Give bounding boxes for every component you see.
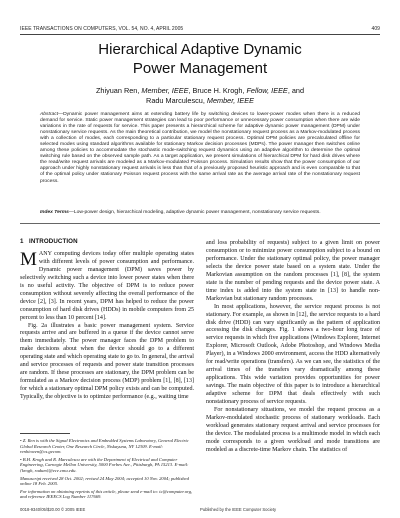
publisher-line: Published by the IEEE Computer Society	[200, 507, 277, 512]
intro-paragraph-1	[20, 248, 194, 323]
footnote-affiliation-1: • Z. Ren is with the Signal Electronics and Embedded Systems Laboratory, General Electric Global Research Center, One Research Circle, Niskayuna, NY 12309. E-mail: renhiowen@cs.gecom.	[20, 438, 189, 455]
authors-line-1	[20, 86, 380, 96]
issn-line: 0018-9340/05/$20.00 © 2005 IEEE	[20, 507, 86, 512]
col2-paragraph-2: In most applications, however, the service request process is not stationary. For example, as shown in [12], the service requests to a hard disk drive (HDD) can vary significantly as the pattern of application accessing the disk changes. Fig. 1 shows a two-hour long trace of service requests in which five applications (Windows Explorer, Internet Explorer, Microsoft Outlook, Adobe Photoshop, and Windows Media Player), in a Windows 2000 environment, access the HDD alternatively for read/write operations (transfers). As we can see, the statistics of the arrival times of the transfers vary dramatically among these applications. This wide variation provides opportunities for power savings. The main objective of this paper is to introduce a hierarchical adaptive scheme for DPM that deals effectively with such nonstationary process of service requests.	[206, 303, 380, 406]
header-rule	[20, 34, 380, 35]
keywords-rule	[20, 223, 380, 224]
author-1-affiliation: Member, IEEE	[141, 86, 189, 95]
footnote-affiliation-2: • B.H. Krogh and R. Marculescu are with the Department of Electrical and Computer Engineering, Carnegie Mellon University, 5000 Forbes Ave., Pittsburgh, PA 15213. E-mail: {krogh, radum}@ece.cmu.edu.	[20, 456, 189, 473]
journal-header: IEEE TRANSACTIONS ON COMPUTERS, VOL. 54, NO. 4, APRIL 2005	[20, 26, 184, 32]
drop-cap: M	[20, 248, 37, 270]
author-list	[20, 86, 380, 106]
abstract	[40, 112, 360, 185]
right-column	[206, 240, 380, 455]
footnote-reprints: For information on obtaining reprints of this article, please send e-mail to: tc@computer.org, and reference IEEECS Log Number 117669.	[20, 488, 193, 500]
section-heading	[20, 238, 194, 246]
paper-title	[20, 40, 380, 78]
author-3-affiliation: Member, IEEE	[206, 96, 254, 105]
running-header	[20, 26, 380, 32]
intro-paragraph-1-text: ANY computing devices today offer multiple operating states with different levels of power consumption and performance. Dynamic power management (DPM) saves power by selectively switching such a device into lower power states when there is no useful activity. The objective of DPM is to reduce power consumption without severely affecting the overall performance of the device [2], [3]. In recent years, DPM has helped to reduce the power consumption of hard disk drives (HDDs) in mobile computers from 25 percent to less than 10 percent [14].	[20, 250, 194, 321]
title-line-1: Hierarchical Adaptive Dynamic	[98, 41, 302, 58]
footnote-manuscript: Manuscript received 28 Oct. 2002; revised 24 May 2004; accepted 10 Nov. 2004; published online 18 Feb. 2005.	[20, 475, 189, 487]
author-3-name: Radu Marculescu,	[146, 96, 207, 105]
authors-line-2	[20, 96, 380, 106]
index-terms-text: —Low-power design, hierarchical modeling, adaptive dynamic power management, nonstationary service requests.	[68, 210, 321, 215]
author-2-affiliation: Fellow, IEEE	[246, 86, 288, 95]
footnotes	[20, 433, 194, 502]
footnote-rule	[20, 433, 70, 434]
abstract-label: Abstract	[40, 112, 59, 117]
intro-paragraph-2: Fig. 2a illustrates a basic power management system. Service requests arrive and are buffered in a queue if the device cannot serve them immediately. The power manager faces the DPM problem to make decisions about when the device should go to a different operating state and which operating state to go to. In general, the arrival and service processes of requests and power state transition processes are random. If these processes are stationary, the DPM problem can be formulated as a Markov decision process (MDP) problem [1], [8], [13] for which a stationary optimal DPM policy exists and can be computed. Typically, the objective is to optimize performance (e.g., waiting time	[20, 322, 194, 401]
author-2-name: , Bruce H. Krogh,	[188, 86, 247, 95]
authors-and: , and	[287, 86, 305, 95]
title-line-2: Power Management	[132, 60, 268, 77]
abstract-text: —Dynamic power management aims at extending battery life by switching devices to lower-power modes when there is a reduced demand for service. Static power management strategies can lead to poor performance or unnecessary power consumption when there are wide variations in the rate of requests for service. This paper presents a hierarchical scheme for adaptive dynamic power management (DPM) under nonstationary service requests. As the main theoretical contribution, we model the nonstationary request process as a Markov-modulated process with a collection of modes, each corresponding to a particular stationary request process. Optimal DPM policies are precalculated offline for selected modes using standard algorithms available for stationary Markov decision processes (MDPs). The power manager then switches online among these policies to accommodate the stochastic mode-switching request dynamics using an adaptive algorithm to determine the optimal switching rule based on the observed sample path. As a target application, we present simulations of hierarchical DPM for hard disk drives where the read/write request arrivals are modeled as a Markov-modulated Poisson process. Simulation results show that the power consumption of our approach under highly nonstationary request arrivals is less than that of a previously proposed heuristic approach and is even comparable to that of the optimal policy under stationary Poisson request process with the same arrival rate as the average arrival rate of the nonstationary request process.	[40, 112, 360, 184]
col2-paragraph-3: For nonstationary situations, we model the request process as a Markov-modulated stochastic process of stationary workloads. Each workload generates stationary request arrival and service processes for the device. The modulated process is a multimode model in which each mode corresponds to a given workload and mode transitions are modeled as a discrete-time Markov chain. The statistics of	[206, 407, 380, 453]
author-1-name: Zhiyuan Ren,	[95, 86, 142, 95]
left-column	[20, 238, 194, 402]
page-number: 409	[371, 26, 380, 32]
col2-paragraph-1: and loss probability of requests) subject to a given limit on power consumption or to minimize power consumption subject to a bound on performance. Under the stationary optimal policy, the power manager selects the device power state based on a system state. Under the Markovian assumption on the random processes [1], [8], the system state is the number of pending requests and the device power state. A time index is added into the system state in [13] to handle non-Markovian but stationary random processes.	[206, 240, 380, 302]
section-number: 1	[20, 238, 24, 245]
index-terms-label: Index Terms	[40, 210, 69, 215]
section-title: INTRODUCTION	[29, 238, 78, 245]
index-terms	[40, 210, 360, 216]
